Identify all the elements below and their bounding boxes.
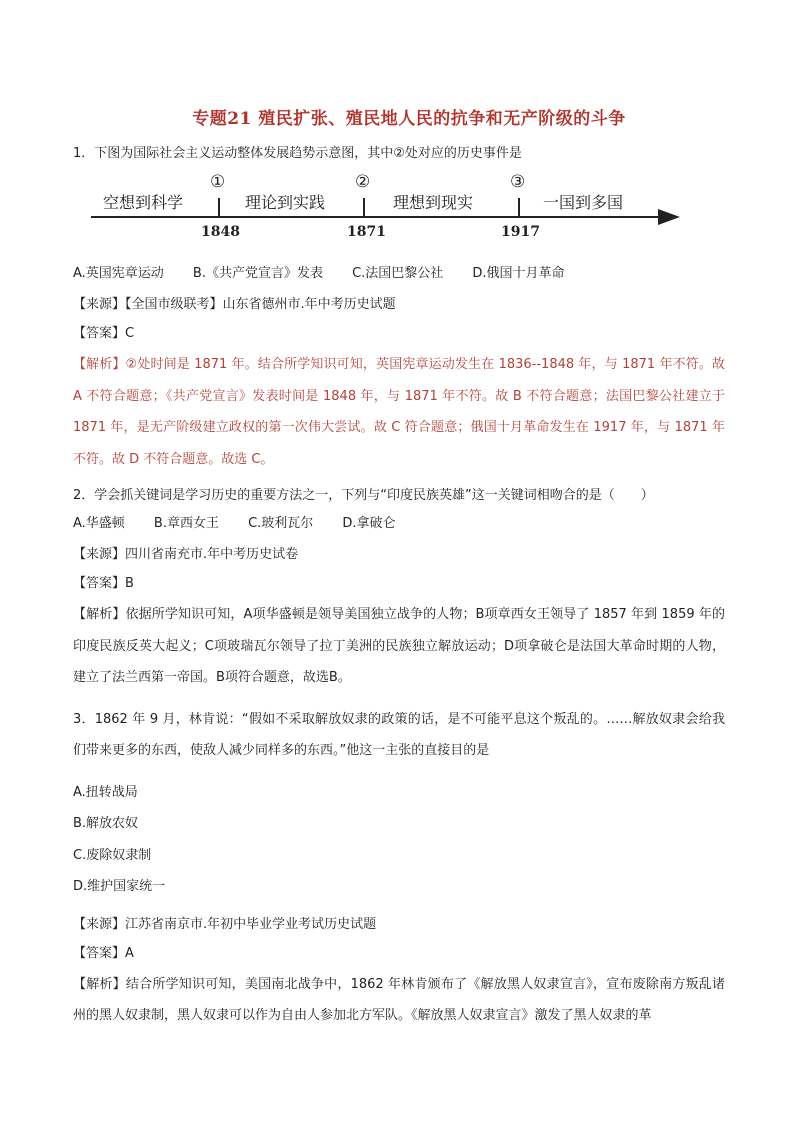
timeline-tick xyxy=(218,198,220,216)
option: B.《共产党宣言》发表 xyxy=(192,266,323,281)
option: D.拿破仑 xyxy=(342,516,396,531)
timeline-marker-2: ② xyxy=(355,172,371,192)
question-2-options xyxy=(73,512,725,531)
option: C.法国巴黎公社 xyxy=(352,266,444,281)
timeline-tick xyxy=(363,198,365,216)
option: C.玻利瓦尔 xyxy=(248,516,314,531)
question-3-analysis: 【解析】结合所学知识可知，美国南北战争中，1862 年林肯颁布了《解放黑人奴隶宣言》，宣布废除南方叛乱诸州的黑人奴隶制，黑人奴隶可以作为自由人参加北方军队。《解放黑人奴隶宣言》激发了黑人奴隶的革 xyxy=(73,976,725,1023)
question-2-stem: 2．学会抓关键词是学习历史的重要方法之一，下列与“印度民族英雄”这一关键词相吻合的是（ ） xyxy=(73,488,654,503)
option: B.解放农奴 xyxy=(73,816,139,831)
question-3-source: 【来源】江苏省南京市.年初中毕业学业考试历史试题 xyxy=(73,916,377,932)
option: A.扭转战局 xyxy=(73,784,138,800)
page-title: 专题21 殖民扩张、殖民地人民的抗争和无产阶级的斗争 xyxy=(192,109,626,129)
option: A.英国宪章运动 xyxy=(73,266,164,281)
question-2-analysis: 【解析】依据所学知识可知，A项华盛顿是领导美国独立战争的人物；B项章西女王领导了 1857 年到 1859 年的印度民族反英大起义；C项玻瑞瓦尔领导了拉丁美洲的民族独立解放运动；D项拿破仑是法国大革命时期的人物，建立了法兰西第一帝国。B项符合题意，故选B。 xyxy=(73,607,725,685)
question-3-answer: 【答案】A xyxy=(73,945,134,961)
document-page xyxy=(73,100,725,1042)
question-2-source: 【来源】四川省南充市.年中考历史试卷 xyxy=(73,547,299,562)
question-1-options xyxy=(73,262,725,281)
timeline-segment-4: 一国到多国 xyxy=(543,193,624,212)
arrow-right-icon xyxy=(658,209,680,225)
option: D.俄国十月革命 xyxy=(472,266,565,281)
timeline-segment-1: 空想到科学 xyxy=(103,193,184,212)
timeline-year-3: 1917 xyxy=(501,224,540,240)
question-1-source: 【来源】【全国市级联考】山东省德州市.年中考历史试题 xyxy=(73,297,396,312)
question-3-stem: 3．1862 年 9 月，林肯说：“假如不采取解放奴隶的政策的话，是不可能平息这个叛乱的。……解放奴隶会给我们带来更多的东西，使敌人减少同样多的东西。”他这一主张的直接目的是 xyxy=(73,711,725,758)
question-1-answer: 【答案】C xyxy=(73,326,135,341)
timeline-marker-1: ① xyxy=(210,172,226,192)
option: C.废除奴隶制 xyxy=(73,847,152,863)
timeline-segment-2: 理论到实践 xyxy=(245,193,326,212)
option: A.华盛顿 xyxy=(73,516,125,531)
timeline-year-2: 1871 xyxy=(347,224,386,240)
timeline-tick xyxy=(518,198,520,216)
question-2-answer: 【答案】B xyxy=(73,576,134,591)
question-1-analysis: 【解析】②处时间是 1871 年。结合所学知识可知，英国宪章运动发生在 1836--1848 年，与 1871 年不符。故 A 不符合题意；《共产党宣言》发表时间是 1848 年，与 1871 年不符。故 B 不符合题意；法国巴黎公社建立于 1871 年，是无产阶级建立政权的第一次伟大尝试。故 C 符合题意；俄国十月革命发生在 1917 年，与 1871 年不符。故 D 不符合题意。故选 C。 xyxy=(73,357,725,467)
timeline-year-1: 1848 xyxy=(201,224,240,240)
timeline-marker-3: ③ xyxy=(510,172,526,192)
option: B.章西女王 xyxy=(153,516,219,531)
question-3-options xyxy=(73,777,725,903)
option: D.维护国家统一 xyxy=(73,879,166,894)
timeline-diagram xyxy=(73,172,725,252)
timeline-axis xyxy=(91,216,661,218)
question-1-stem: 1．下图为国际社会主义运动整体发展趋势示意图，其中②处对应的历史事件是 xyxy=(73,146,522,161)
timeline-segment-3: 理想到现实 xyxy=(393,193,474,212)
